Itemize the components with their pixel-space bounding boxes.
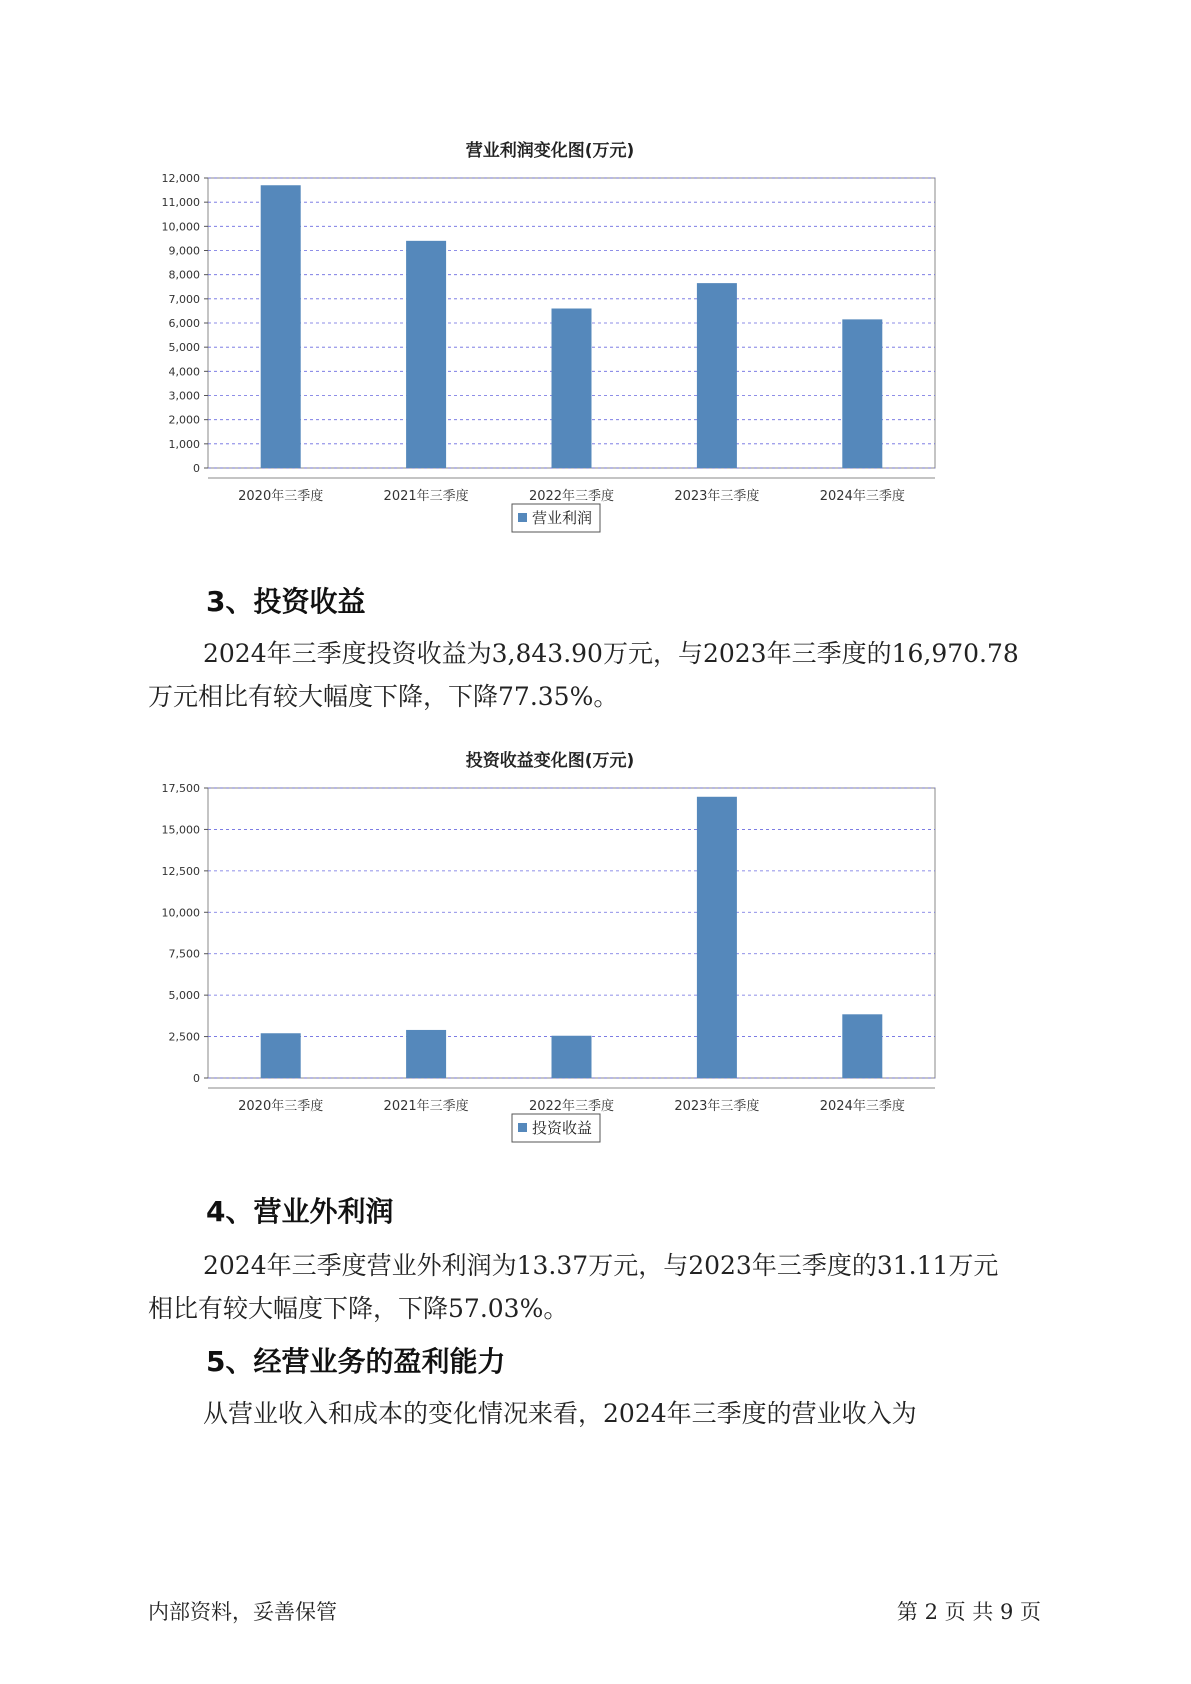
y-tick-label: 5,000: [168, 989, 200, 1003]
section-5-paragraph: [148, 1392, 1068, 1435]
y-tick-label: 7,500: [168, 947, 200, 961]
footer-left: 内部资料，妥善保管: [148, 1600, 337, 1624]
bar: [261, 185, 301, 468]
section-5-line-1: 从营业收入和成本的变化情况来看，2024年三季度的营业收入为: [203, 1399, 917, 1428]
x-tick-label: 2022年三季度: [528, 489, 615, 504]
investment-income-chart: [150, 748, 1050, 1208]
y-tick-label: 7,000: [168, 292, 200, 306]
bar: [261, 1033, 301, 1078]
operating-profit-chart-svg: [150, 138, 1050, 598]
x-tick-label: 2020年三季度: [238, 1099, 324, 1114]
y-tick-label: 2,500: [168, 1030, 200, 1044]
bar: [842, 1014, 882, 1078]
plot-area: [208, 788, 935, 1078]
section-5-heading: 5、经营业务的盈利能力: [206, 1345, 506, 1378]
section-3-line-2: 万元相比有较大幅度下降，下降77.35%。: [148, 682, 619, 711]
legend-swatch: [518, 513, 527, 522]
section-4-paragraph: [148, 1244, 1068, 1330]
y-tick-label: 10,000: [161, 220, 200, 234]
legend-swatch: [518, 1123, 527, 1132]
y-tick-label: 11,000: [161, 196, 200, 210]
chart-title: 投资收益变化图(万元): [465, 751, 635, 771]
investment-income-chart-svg: [150, 748, 1050, 1208]
y-tick-label: 15,000: [161, 823, 200, 837]
bar: [697, 797, 737, 1078]
y-tick-label: 8,000: [168, 268, 200, 282]
operating-profit-chart: [150, 138, 1050, 598]
section-4-line-1: 2024年三季度营业外利润为13.37万元，与2023年三季度的31.11万元: [203, 1251, 999, 1280]
bar: [552, 309, 592, 469]
x-tick-label: 2022年三季度: [528, 1099, 615, 1114]
y-tick-label: 1,000: [168, 437, 200, 451]
x-tick-label: 2024年三季度: [819, 489, 905, 504]
x-tick-label: 2024年三季度: [819, 1099, 905, 1114]
x-tick-label: 2023年三季度: [674, 489, 760, 504]
y-tick-label: 0: [193, 462, 200, 475]
y-tick-label: 17,500: [161, 782, 200, 795]
section-3-paragraph: [148, 632, 1068, 718]
y-tick-label: 0: [193, 1072, 200, 1085]
y-tick-label: 12,000: [161, 172, 200, 185]
x-tick-label: 2020年三季度: [238, 489, 324, 504]
legend-label: 营业利润: [532, 509, 593, 527]
y-tick-label: 10,000: [161, 906, 200, 920]
section-4-line-2: 相比有较大幅度下降，下降57.03%。: [148, 1294, 569, 1323]
chart-title: 营业利润变化图(万元): [465, 141, 635, 161]
y-tick-label: 4,000: [168, 365, 200, 379]
bar: [552, 1036, 592, 1078]
y-tick-label: 9,000: [168, 244, 200, 258]
legend-label: 投资收益: [532, 1119, 593, 1137]
bar: [697, 283, 737, 468]
footer-page-number: 第 2 页 共 9 页: [896, 1600, 1041, 1624]
y-tick-label: 3,000: [168, 389, 200, 403]
section-3-heading: 3、投资收益: [206, 585, 366, 618]
section-4-heading: 4、营业外利润: [206, 1195, 394, 1228]
y-tick-label: 12,500: [161, 864, 200, 878]
y-tick-label: 6,000: [168, 317, 200, 330]
x-tick-label: 2021年三季度: [383, 489, 469, 504]
y-tick-label: 5,000: [168, 341, 200, 355]
x-tick-label: 2023年三季度: [674, 1099, 760, 1114]
x-tick-label: 2021年三季度: [383, 1099, 469, 1114]
bar: [842, 319, 882, 468]
bar: [406, 1030, 446, 1078]
section-3-line-1: 2024年三季度投资收益为3,843.90万元，与2023年三季度的16,970.78: [203, 639, 1019, 668]
y-tick-label: 2,000: [168, 413, 200, 427]
bar: [406, 241, 446, 468]
